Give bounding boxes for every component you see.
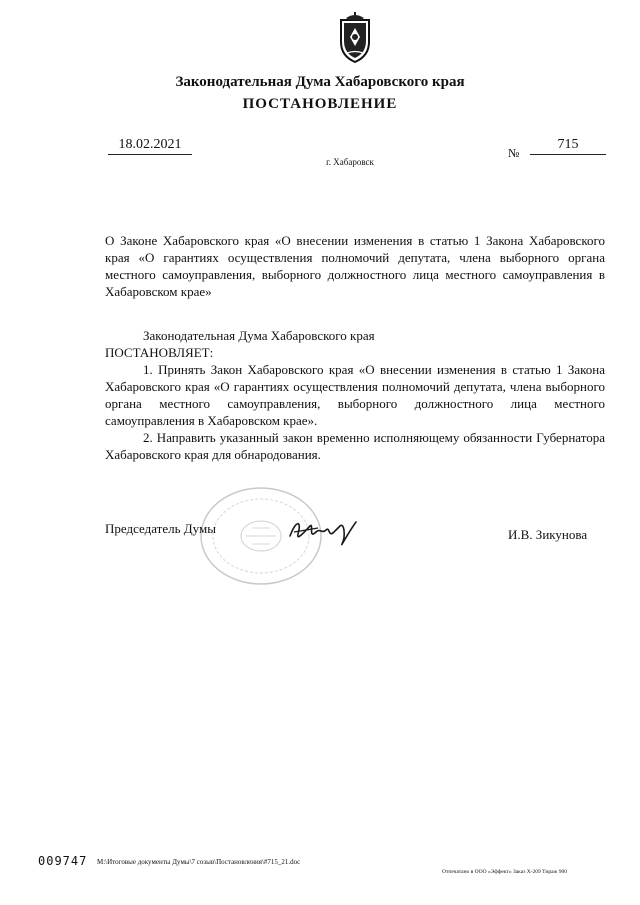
coat-of-arms-icon (333, 10, 377, 66)
document-subject: О Законе Хабаровского края «О внесении изменения в статью 1 Закона Хабаровского края «О гарантиях осуществления полномочий депутата, члена выборного органа местного самоуправления, выборного должностного лица местного самоуправления в Хабаровском крае» (105, 233, 605, 299)
file-path: M:\Итоговые документы Думы\7 созыв\Постановления\#715_21.doc (97, 858, 301, 866)
city: г. Хабаровск (326, 157, 374, 167)
resolution-item-2: 2. Направить указанный закон временно исполняющему обязанности Губернатора Хабаровского края для обнародования. (105, 430, 605, 462)
signer-name: И.В. Зикунова (508, 527, 588, 542)
organization-name: Законодательная Дума Хабаровского края (175, 74, 465, 90)
document-number: 715 (530, 137, 606, 155)
preamble: Законодательная Дума Хабаровского края (143, 328, 375, 343)
handwritten-signature-icon (284, 512, 364, 548)
printer-note: Отпечатано в ООО «Эффект» Заказ Х-209 Тираж 900 (442, 869, 567, 875)
document-type: ПОСТАНОВЛЕНИЕ (242, 96, 398, 112)
resolves-heading: ПОСТАНОВЛЯЕТ: (105, 345, 214, 360)
resolution-body (105, 327, 605, 463)
number-sign: № (508, 146, 520, 160)
signer-title: Председатель Думы (105, 521, 216, 536)
registration-number: 009747 (38, 854, 88, 868)
document-date: 18.02.2021 (108, 137, 192, 155)
resolution-item-1: 1. Принять Закон Хабаровского края «О внесении изменения в статью 1 Закона Хабаровского края «О гарантиях осуществления полномочий депутата, члена выборного органа местного самоуправления, выборного должностного лица местного самоуправления в Хабаровском крае». (105, 362, 605, 428)
